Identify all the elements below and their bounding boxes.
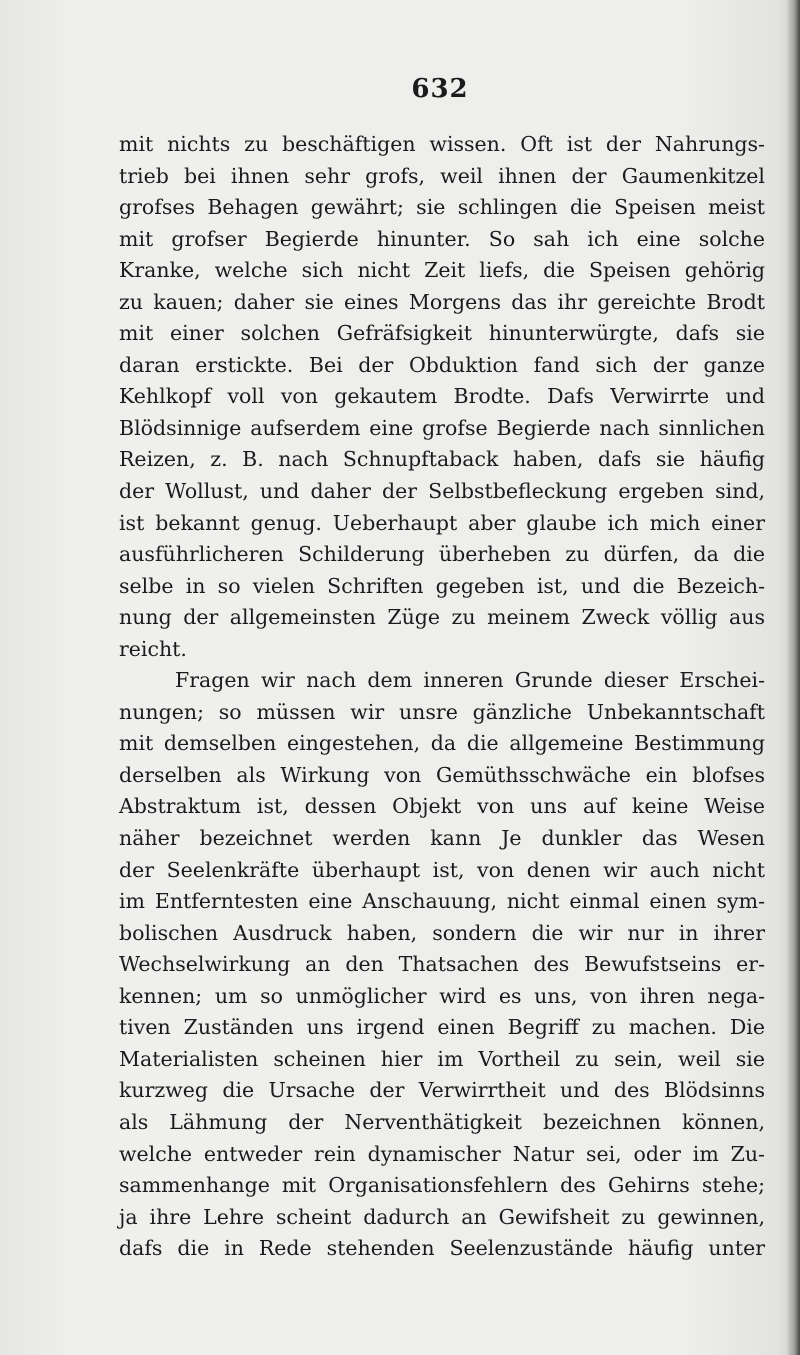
text-line: Abstraktum ist, dessen Objekt von uns auf keine Weise — [119, 794, 765, 819]
text-line: zu kauen; daher sie eines Morgens das ihr gereichte Brodt — [119, 289, 765, 314]
text-line: Kehlkopf voll von gekautem Brodte. Dafs Verwirrte und — [119, 384, 765, 409]
text-line: näher bezeichnet werden kann Je dunkler das Wesen — [119, 826, 765, 851]
text-line: kennen; um so unmöglicher wird es uns, von ihren nega- — [119, 983, 765, 1008]
text-line: der Wollust, und daher der Selbstbefleckung ergeben sind, — [119, 479, 765, 504]
text-line: Wechselwirkung an den Thatsachen des Bewufstseins er- — [119, 952, 765, 977]
text-line: trieb bei ihnen sehr grofs, weil ihnen der Gaumenkitzel — [119, 163, 765, 188]
text-line: ja ihre Lehre scheint dadurch an Gewifsheit zu gewinnen, — [119, 1204, 765, 1229]
text-line: Kranke, welche sich nicht Zeit liefs, die Speisen gehörig — [119, 258, 765, 283]
text-line: mit nichts zu beschäftigen wissen. Oft ist der Nahrungs- — [119, 132, 765, 156]
text-line: im Entferntesten eine Anschauung, nicht einmal einen sym- — [119, 889, 765, 914]
text-line: grofses Behagen gewährt; sie schlingen die Speisen meist — [119, 195, 765, 220]
text-line: daran erstickte. Bei der Obduktion fand sich der ganze — [119, 352, 765, 377]
text-line: mit grofser Begierde hinunter. So sah ich eine solche — [119, 226, 765, 251]
text-line: ausführlicheren Schilderung überheben zu dürfen, da die — [119, 542, 765, 567]
text-line: nung der allgemeinsten Züge zu meinem Zweck völlig aus — [119, 605, 765, 630]
text-line: als Lähmung der Nerventhätigkeit bezeichnen können, — [119, 1109, 765, 1134]
paragraph-end-line: reicht. — [119, 636, 187, 661]
text-line: ist bekannt genug. Ueberhaupt aber glaube ich mich einer — [119, 510, 765, 535]
text-line: dafs die in Rede stehenden Seelenzustände häufig unter — [119, 1236, 765, 1261]
text-line: nungen; so müssen wir unsre gänzliche Unbekanntschaft — [119, 699, 765, 724]
page-edge-shadow — [786, 0, 800, 1355]
text-line: kurzweg die Ursache der Verwirrtheit und des Blödsinns — [119, 1078, 765, 1103]
text-line: mit demselben eingestehen, da die allgemeine Bestimmung — [119, 731, 765, 756]
text-line: welche entweder rein dynamischer Natur sei, oder im Zu- — [119, 1141, 765, 1166]
text-line: tiven Zuständen uns irgend einen Begriff zu machen. Die — [119, 1015, 765, 1040]
text-line: Blödsinnige aufserdem eine grofse Begierde nach sinnlichen — [119, 415, 765, 440]
text-line: sammenhange mit Organisationsfehlern des Gehirns stehe; — [119, 1173, 765, 1198]
text-line: bolischen Ausdruck haben, sondern die wir nur in ihrer — [119, 920, 765, 945]
text-line: derselben als Wirkung von Gemüthsschwäche ein blofses — [119, 762, 765, 787]
text-line: mit einer solchen Gefräfsigkeit hinunterwürgte, dafs sie — [119, 321, 765, 346]
text-line: Reizen, z. B. nach Schnupftaback haben, dafs sie häufig — [119, 447, 765, 472]
paragraph-start-line: Fragen wir nach dem inneren Grunde dieser Erschei- — [175, 668, 765, 693]
page-number: 632 — [411, 74, 469, 104]
text-line: Materialisten scheinen hier im Vortheil zu sein, weil sie — [119, 1046, 765, 1071]
body-text — [119, 129, 765, 1265]
text-line: der Seelenkräfte überhaupt ist, von denen wir auch nicht — [119, 857, 765, 882]
text-line: selbe in so vielen Schriften gegeben ist, und die Bezeich- — [119, 573, 765, 598]
